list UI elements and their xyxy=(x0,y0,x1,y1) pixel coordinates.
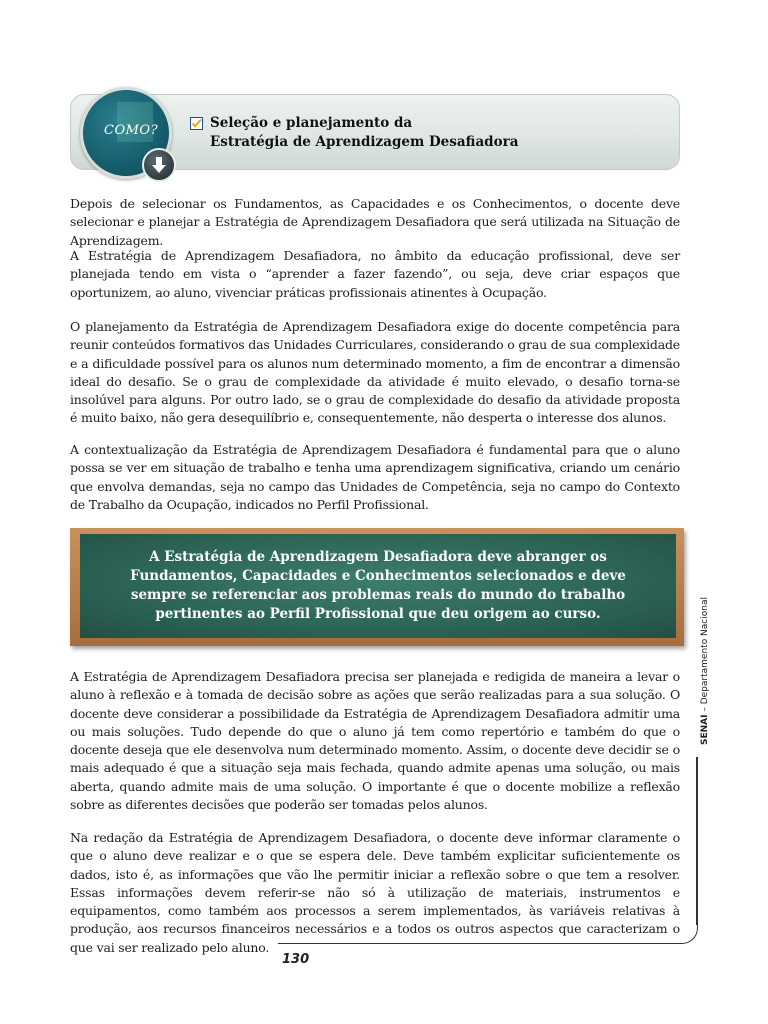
chalkboard xyxy=(80,534,676,638)
page-frame-horizontal-line xyxy=(278,943,682,945)
org-separator: – xyxy=(700,704,710,715)
page-frame-vertical-line xyxy=(696,757,698,925)
chalkboard-frame xyxy=(70,528,684,646)
paragraph: Depois de selecionar os Fundamentos, as Capacidades e os Conhecimentos, o docente deve selecionar e planejar a Estratégia de Aprendizagem Desafiadora que será utilizada na Situação de Aprendizagem. xyxy=(70,196,680,248)
page-number: 130 xyxy=(282,952,310,967)
section-title-line: Seleção e planejamento da xyxy=(210,115,413,131)
como-badge-label: COMO? xyxy=(104,123,159,138)
paragraph: O planejamento da Estratégia de Aprendizagem Desafiadora exige do docente competência para reunir conteúdos formativos das Unidades Curriculares, considerando o grau de sua complexidade e a dificuldade possível para os alunos num determinado momento, a fim de encontrar a dimensão ideal do desafio. Se o grau de complexidade da atividade é muito elevado, o desafio torna-se insolúvel para alguns. Por outro lado, se o grau de complexidade do desafio da atividade proposta é muito baixo, não gera desequilíbrio e, consequentemente, não desperta o interesse dos alunos. xyxy=(70,319,680,426)
highlight-line: A Estratégia de Aprendizagem Desafiadora deve abranger os xyxy=(149,549,607,565)
paragraph: A Estratégia de Aprendizagem Desafiadora, no âmbito da educação profissional, deve ser planejada tendo em vista o “aprender a fazer fazendo”, ou seja, deve criar espaços que oportunizem, ao aluno, vivenciar práticas profissionais atinentes à Ocupação. xyxy=(70,248,680,300)
highlight-text xyxy=(120,548,636,624)
paragraph: A contextualização da Estratégia de Aprendizagem Desafiadora é fundamental para que o aluno possa se ver em situação de trabalho e tenha uma aprendizagem significativa, criando um cenário que envolva demandas, seja no campo das Unidades de Competência, seja no campo do Contexto de Trabalho da Ocupação, indicados no Perfil Profissional. xyxy=(70,442,680,512)
checkbox-checked-icon xyxy=(190,117,203,130)
org-name: SENAI xyxy=(700,714,710,745)
highlight-line: Fundamentos, Capacidades e Conhecimentos selecionados e deve xyxy=(130,568,626,584)
paragraph: Na redação da Estratégia de Aprendizagem Desafiadora, o docente deve informar claramente o que o aluno deve realizar e o que se espera dele. Deve também explicitar suficientemente os dados, isto é, as informações que vão lhe permitir iniciar a reflexão sobre o que tem a resolver. Essas informações devem referir-se não só à utilização de materiais, instrumentos e equipamentos, como também aos processos a serem implementados, às variáveis relativas à produção, aos recursos financeiros necessários e a todos os outros aspectos que caracterizam o que vai ser realizado pelo aluno. xyxy=(70,830,680,955)
section-title-line: Estratégia de Aprendizagem Desafiadora xyxy=(210,134,519,150)
department-name: Departamento Nacional xyxy=(700,597,710,705)
paragraph: A Estratégia de Aprendizagem Desafiadora precisa ser planejada e redigida de maneira a levar o aluno à reflexão e à tomada de decisão sobre as ações que serão realizadas para a sua solução. O docente deve considerar a possibilidade da Estratégia de Aprendizagem Desafiadora admitir uma ou mais soluções. Tudo depende do que o aluno já tem como repertório e também do que o docente deseja que ele desenvolva num determinado momento. Assim, o docente deve decidir se o mais adequado é que a situação seja mais fechada, quando admite apenas uma solução, ou mais aberta, quando admite mais de uma solução. O importante é que o docente mobilize a reflexão sobre as diferentes decisões que poderão ser tomadas pelos alunos. xyxy=(70,669,680,813)
page-frame-corner xyxy=(681,924,698,944)
highlight-line: pertinentes ao Perfil Profissional que deu origem ao curso. xyxy=(155,606,601,622)
section-title xyxy=(210,114,519,152)
highlight-line: sempre se referenciar aos problemas reais do mundo do trabalho xyxy=(130,587,626,603)
sidebar-org-label xyxy=(700,597,710,745)
arrow-down-icon xyxy=(142,148,176,182)
